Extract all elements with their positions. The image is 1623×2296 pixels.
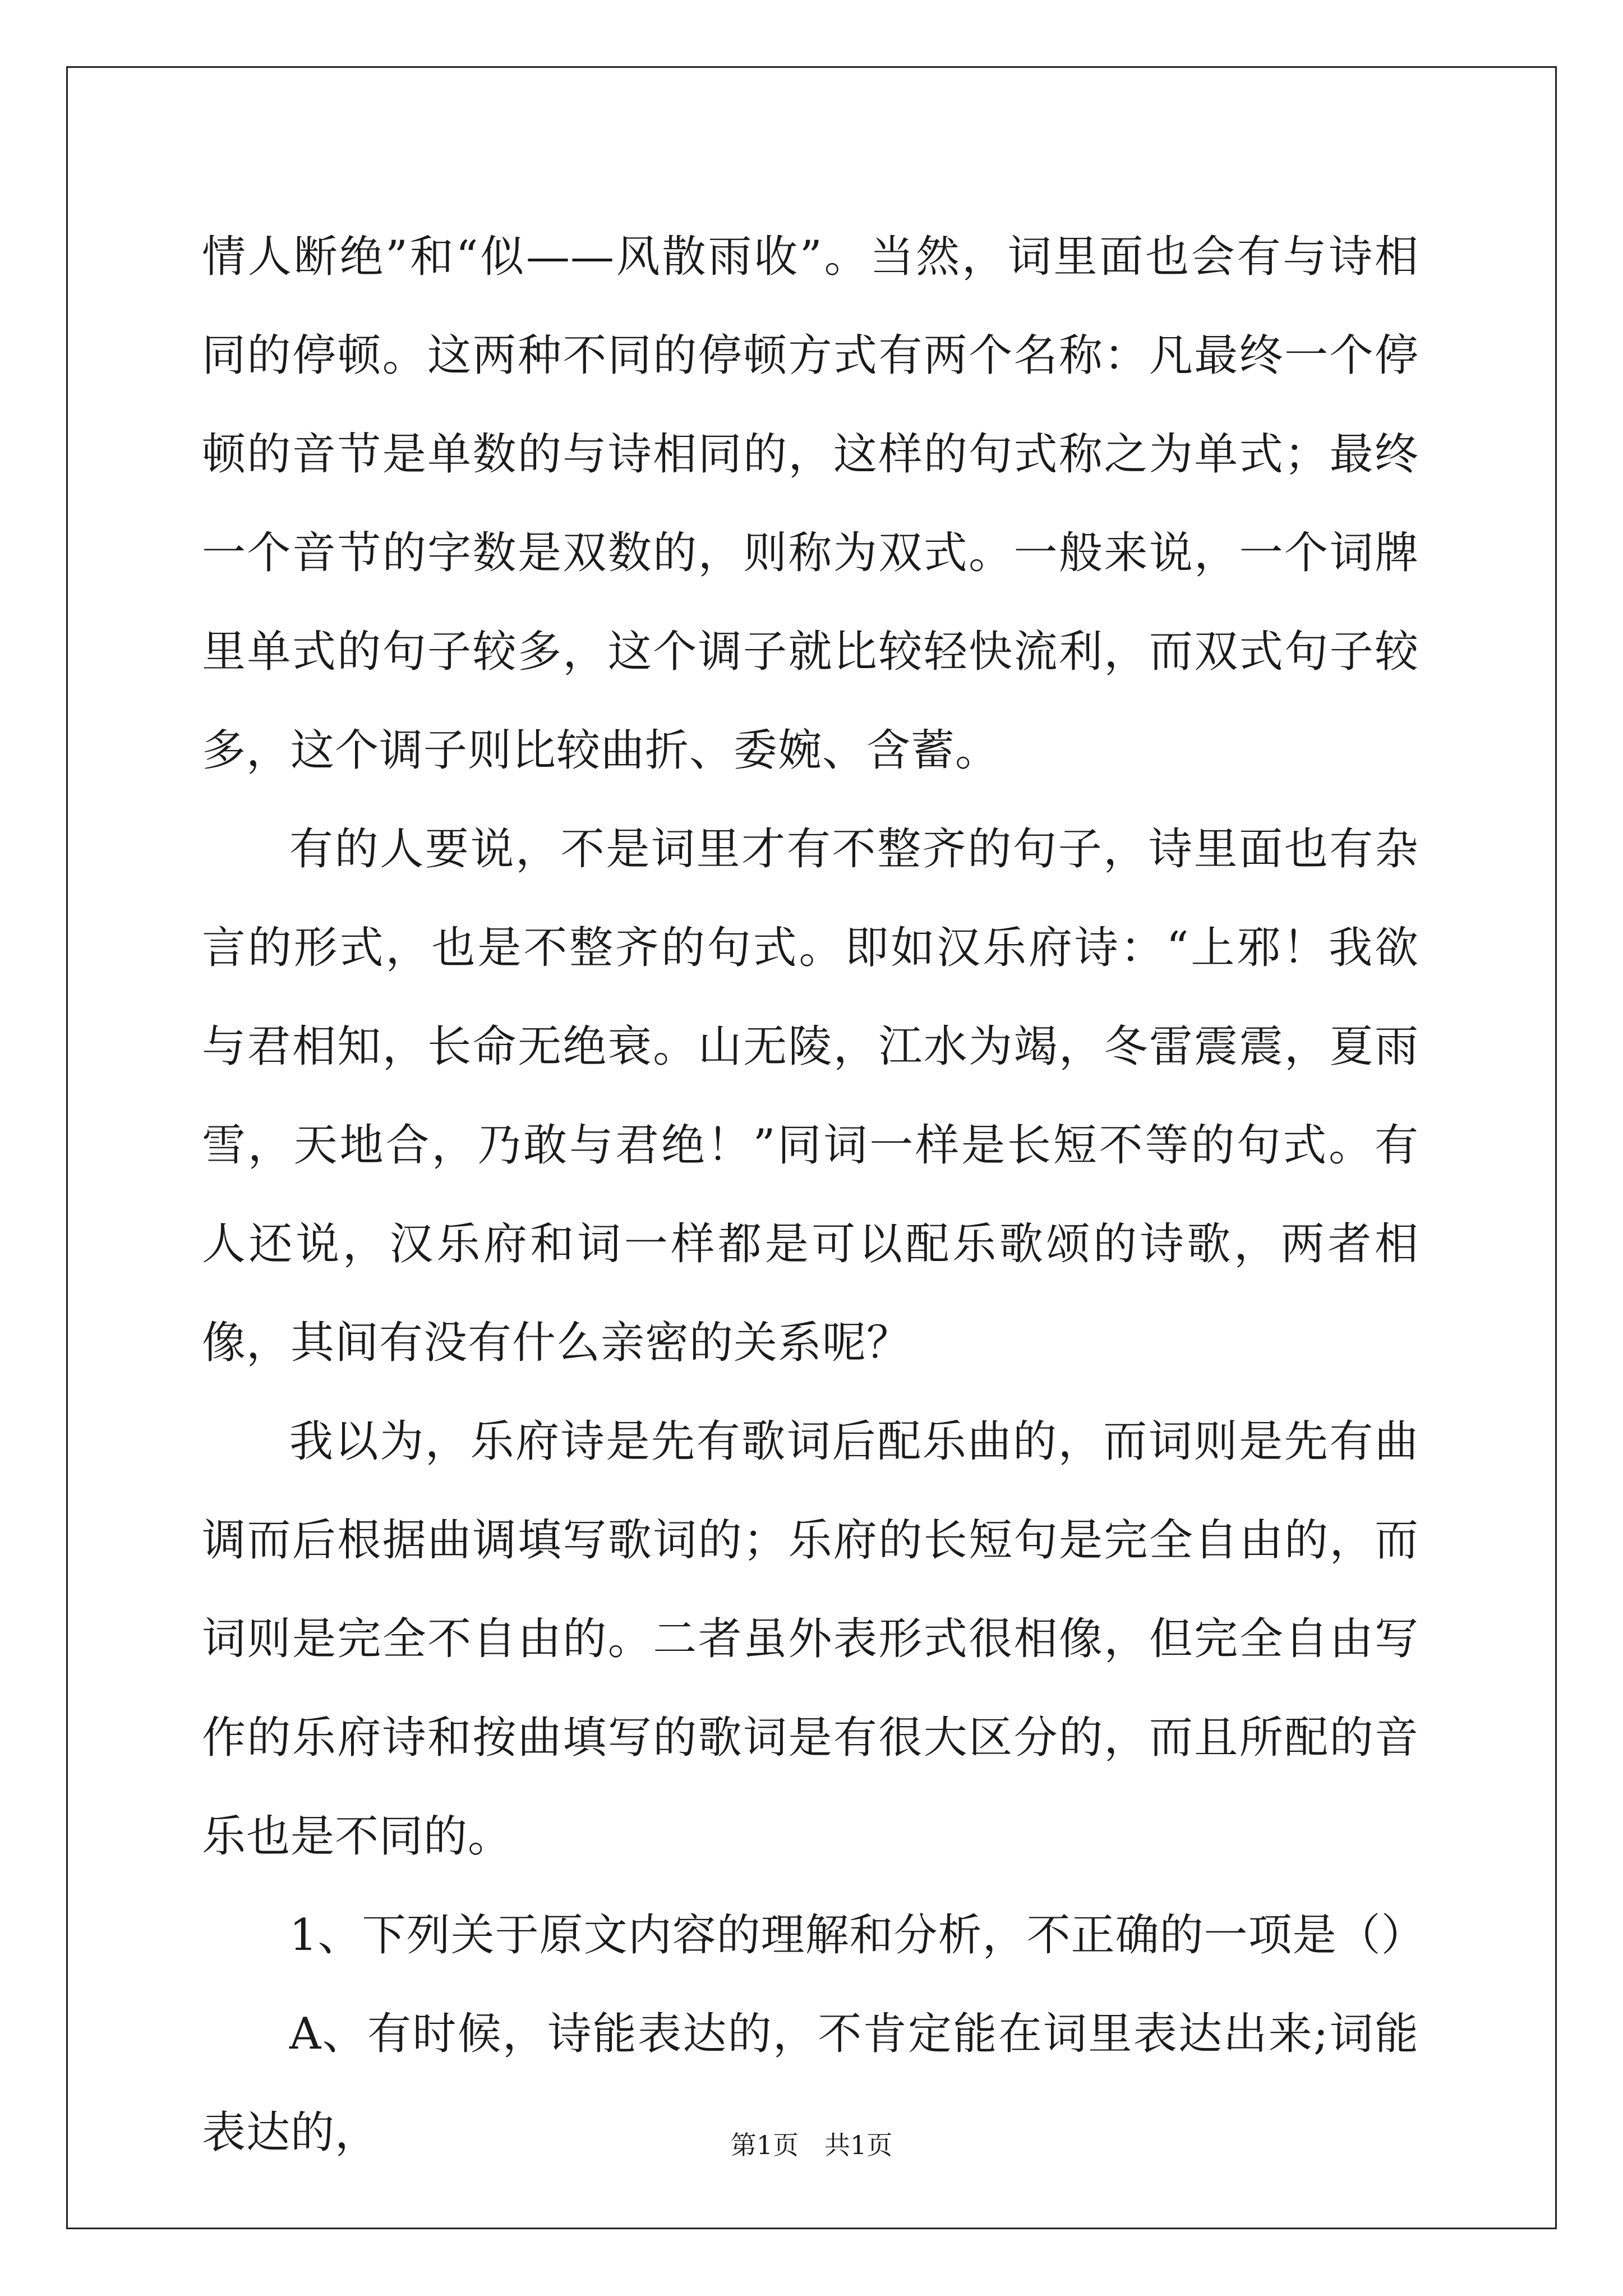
paragraph-author-view: 我以为，乐府诗是先有歌词后配乐曲的，而词则是先有曲调而后根据曲调填写歌词的；乐府的长短句是完全自由的，而词则是完全不自由的。二者虽外表形式很相像，但完全自由写作的乐府诗和按曲填写的歌词是有很大区分的，而且所配的音乐也是不同的。	[202, 1416, 1419, 1862]
question-1: 1、下列关于原文内容的理解和分析，不正确的一项是（）	[289, 1910, 1426, 1961]
document-body	[202, 208, 1426, 2182]
paragraph-continuation: 情人断绝”和“似——风散雨收”。当然，词里面也会有与诗相同的停顿。这两种不同的停顿方式有两个名称：凡最终一个停顿的音节是单数的与诗相同的，这样的句式称之为单式；最终一个音节的字数是双数的，则称为双式。一般来说，一个词牌里单式的句子较多，这个调子就比较轻快流利，而双式句子较多，这个调子则比较曲折、委婉、含蓄。	[202, 232, 1419, 776]
page-number-footer: 第1页 共1页	[730, 2130, 893, 2160]
question-1-option-a: A、有时候，诗能表达的，不肯定能在词里表达出来;词能表达的，	[202, 2009, 1419, 2158]
paragraph-yuefu-question: 有的人要说，不是词里才有不整齐的句子，诗里面也有杂言的形式，也是不整齐的句式。即如汉乐府诗：“上邪！我欲与君相知，长命无绝衰。山无陵，江水为竭，冬雷震震，夏雨雪，天地合，乃敢与君绝！”同词一样是长短不等的句式。有人还说，汉乐府和词一样都是可以配乐歌颂的诗歌，两者相像，其间有没有什么亲密的关系呢？	[202, 824, 1419, 1368]
